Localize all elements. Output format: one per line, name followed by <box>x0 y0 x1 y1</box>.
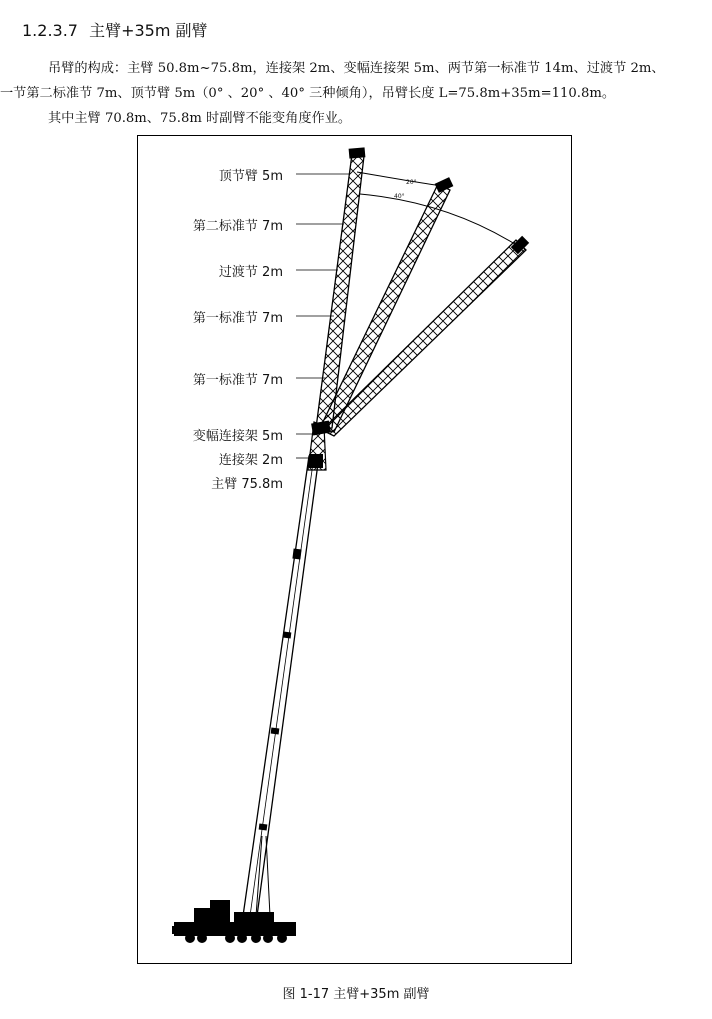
crane-carrier <box>172 900 296 943</box>
label-transition: 过渡节 2m <box>218 265 283 280</box>
section-number: 1.2.3.7 <box>22 21 78 40</box>
crane-drawing <box>138 136 573 965</box>
label-main-boom: 主臂 75.8m <box>211 477 283 492</box>
note-paragraph <box>22 106 698 131</box>
composition-paragraph <box>0 56 698 106</box>
label-second-standard: 第二标准节 7m <box>192 219 283 234</box>
label-first-standard-b: 第一标准节 7m <box>192 373 283 388</box>
label-luffing-connector: 变幅连接架 5m <box>192 429 283 444</box>
label-top-section: 顶节臂 5m <box>218 169 283 184</box>
main-boom <box>243 456 319 916</box>
angle-mark-20: 20° <box>406 179 417 186</box>
figure-caption: 图 1-17 主臂+35m 副臂 <box>282 987 430 1002</box>
paragraph-line-1: 吊臂的构成：主臂 50.8m~75.8m，连接架 2m、变幅连接架 5m、两节第一标准节 14m、过渡节 2m、 <box>48 61 665 76</box>
section-title: 主臂+35m 副臂 <box>89 21 208 40</box>
label-first-standard-a: 第一标准节 7m <box>192 311 283 326</box>
label-connector: 连接架 2m <box>218 453 283 468</box>
paragraph-line-2: 一节第二标准节 7m、顶节臂 5m（0° 、20° 、40° 三种倾角），吊臂长度 L=75.8m+35m=110.8m。 <box>0 86 616 101</box>
angle-mark-40: 40° <box>394 193 405 200</box>
jib-40-degree <box>322 236 529 436</box>
paragraph-note: 其中主臂 70.8m、75.8m 时副臂不能变角度作业。 <box>48 111 352 126</box>
section-heading <box>22 18 208 41</box>
crane-figure <box>137 135 572 964</box>
